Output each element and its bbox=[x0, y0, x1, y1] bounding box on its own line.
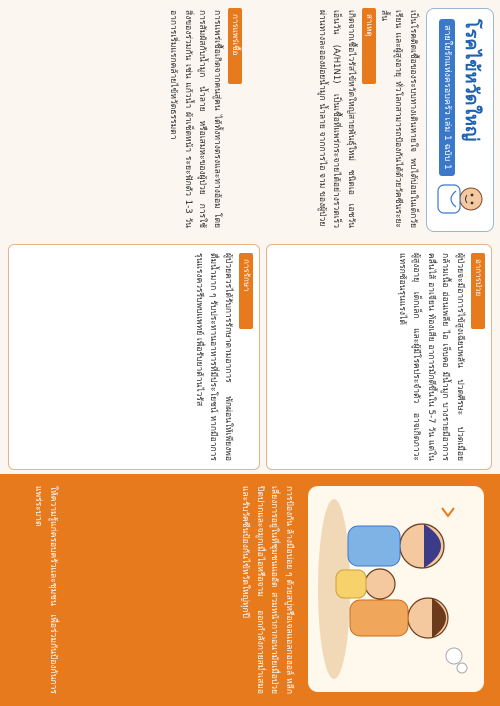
family-sick-illustration-icon bbox=[308, 486, 484, 692]
spread-text: การแพร่เชื้อเกิดจากคนสู่คน ได้ทั้งทางตรงและทางอ้อม โดยการสัมผัสกับน้ำมูก น้ำลาย หรือเสมหะของผู้ป่วย การใช้สิ่งของร่วมกัน เช่น แก้วน้ำ ผ้าเช็ดหน้า ระยะฟักตัว 1-3 วัน อาการเริ่มแรกคล้ายไข้หวัดธรรมดา bbox=[168, 10, 222, 231]
header-card bbox=[426, 8, 494, 232]
treatment-panel bbox=[8, 244, 260, 470]
page-title: โรคไข้หวัดใหญ่ bbox=[461, 19, 482, 142]
prevention-text: การป้องกัน ล้างมือบ่อย ๆ ด้วยสบู่หรือเจลแอลกอฮอล์ หลีกเลี่ยงการอยู่ในที่ชุมชนแออัด สวมหน้ากากอนามัยเมื่อป่วย ปิดปากและจมูกเมื่อไอหรือจาม ออกกำลังกายสม่ำเสมอ และรับวัคซีนป้องกันไข้หวัดใหญ่ทุกปี bbox=[240, 486, 294, 697]
treatment-text: ผู้ป่วยควรได้รับการรักษาตามอาการ พักผ่อนให้เพียงพอ ดื่มน้ำมาก ๆ รับประทานอาหารที่มีประโยชน์ หากมีอาการรุนแรงควรรีบพบแพทย์ เพื่อรับยาต้านไวรัส bbox=[194, 253, 233, 464]
symptoms-text: ผู้ป่วยจะมีอาการไข้สูงเฉียบพลัน ปวดศีรษะ ปวดเมื่อยกล้ามเนื้อ อ่อนเพลีย ไอ เจ็บคอ มีน้ำมูก บางรายมีอาการคลื่นไส้ อาเจียน ท้องเสีย อาการมักดีขึ้นใน 5-7 วัน แต่ในผู้สูงอายุ เด็กเล็ก และผู้มีโรคประจำตัว อาจเกิดภาวะแทรกซ้อนรุนแรงได้ bbox=[397, 253, 465, 461]
cause-text: เกิดจากเชื้อไวรัสไข้หวัดใหญ่สายพันธุ์ใหม่ ชนิดเอ เอชวันเอ็นวัน (A/H1N1) เป็นเชื้อที่แพร่กระจายได้อย่างรวดเร็ว ผ่านทางละอองฝอยน้ำมูก น้ำลาย จากการไอ จาม ของผู้ป่วย bbox=[317, 10, 356, 231]
symptoms-panel bbox=[266, 244, 492, 470]
section-label-spread: การแพร่เชื้อ bbox=[228, 8, 242, 84]
subtitle-bar: สายใยรักแห่งครอบครัว เล่ม 1 ฉบับ 1 bbox=[439, 19, 455, 176]
column-right bbox=[0, 474, 500, 706]
section-label-symptoms: อาการป่วย bbox=[471, 253, 485, 329]
closing-text: ให้ความรู้แก่ครอบครัวและชุมชน เพื่อร่วมกันป้องกันการแพร่ระบาด bbox=[33, 486, 58, 694]
family-illustration bbox=[308, 486, 484, 692]
section-label-cause: สาเหตุ bbox=[362, 8, 376, 84]
column-middle bbox=[0, 238, 500, 474]
column-left bbox=[0, 0, 500, 238]
intro-text: เป็นโรคติดเชื้อของระบบทางเดินหายใจ พบได้บ่อยในเด็กวัยเรียน และผู้สูงอายุ ทั่วโลกสามารถป้องกันได้ด้วยวัคซีนระยะสั้น bbox=[379, 10, 418, 228]
doctor-mascot-icon bbox=[433, 175, 487, 223]
section-label-treatment: การรักษา bbox=[239, 253, 253, 329]
